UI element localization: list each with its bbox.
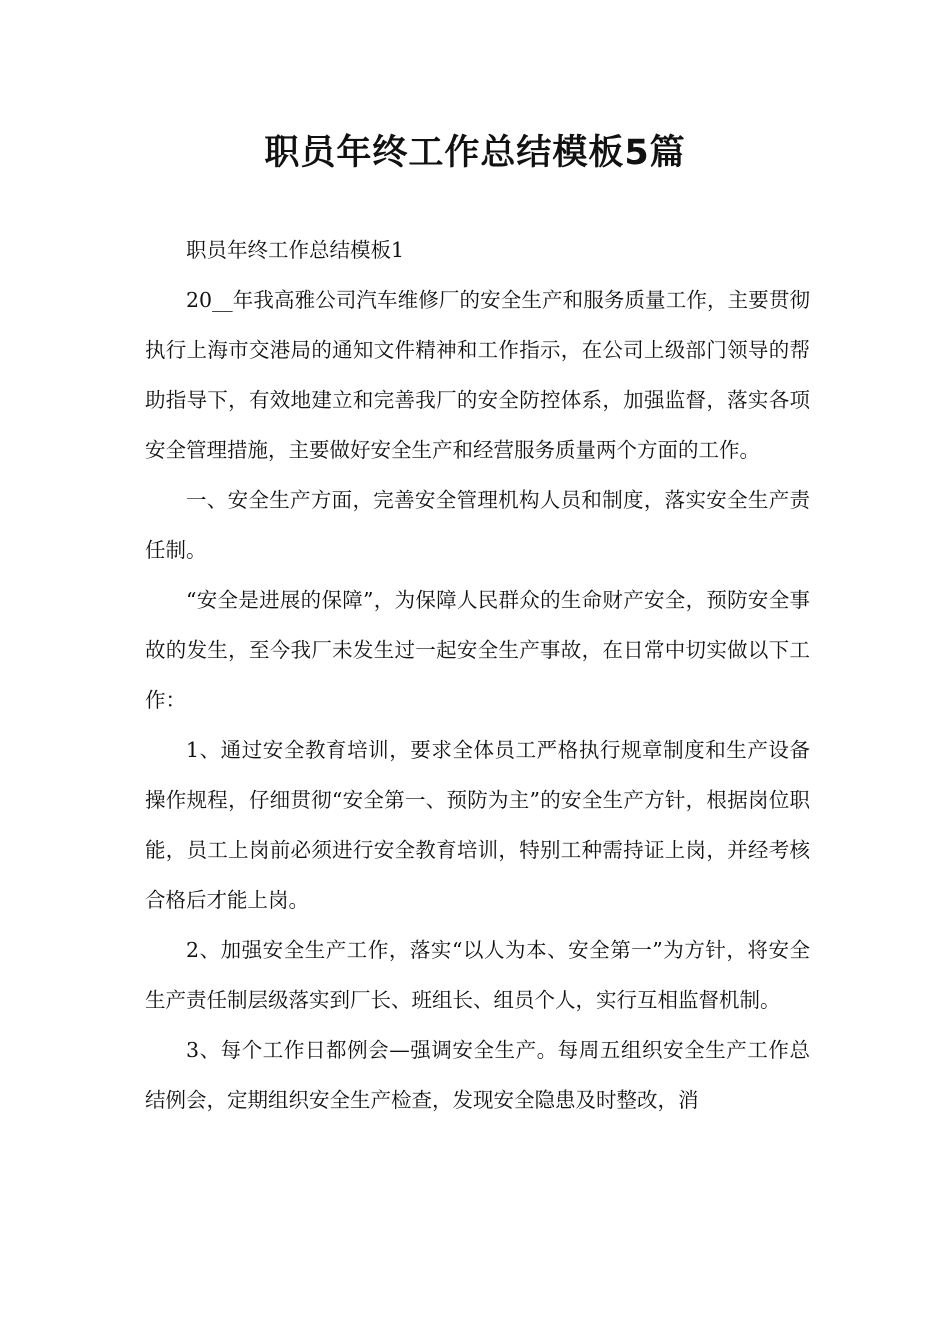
document-title: 职员年终工作总结模板5篇 [264,133,686,173]
body-paragraph: 一、安全生产方面，完善安全管理机构人员和制度，落实安全生产责任制。 [145,488,810,562]
body-paragraph: 3、每个工作日都例会—强调安全生产。每周五组织安全生产工作总结例会，定期组织安全生产检查，发现安全隐患及时整改，消 [145,1038,810,1112]
body-paragraph: 20__年我高雅公司汽车维修厂的安全生产和服务质量工作，主要贯彻执行上海市交港局的通知文件精神和工作指示，在公司上级部门领导的帮助指导下，有效地建立和完善我厂的安全防控体系，加强监督，落实各项安全管理措施，主要做好安全生产和经营服务质量两个方面的工作。 [145,288,810,462]
body-paragraph: 2、加强安全生产工作，落实“以人为本、安全第一”为方针，将安全生产责任制层级落实到厂长、班组长、组员个人，实行互相监督机制。 [145,938,810,1012]
document-body [145,225,810,1125]
section-heading: 职员年终工作总结模板1 [186,238,405,262]
body-paragraph: 1、通过安全教育培训，要求全体员工严格执行规章制度和生产设备操作规程，仔细贯彻“安全第一、预防为主”的安全生产方针，根据岗位职能，员工上岗前必须进行安全教育培训，特别工种需持证上岗，并经考核合格后才能上岗。 [145,738,810,912]
body-paragraph: “安全是进展的保障”，为保障人民群众的生命财产安全，预防安全事故的发生，至今我厂未发生过一起安全生产事故，在日常中切实做以下工作： [145,588,810,712]
